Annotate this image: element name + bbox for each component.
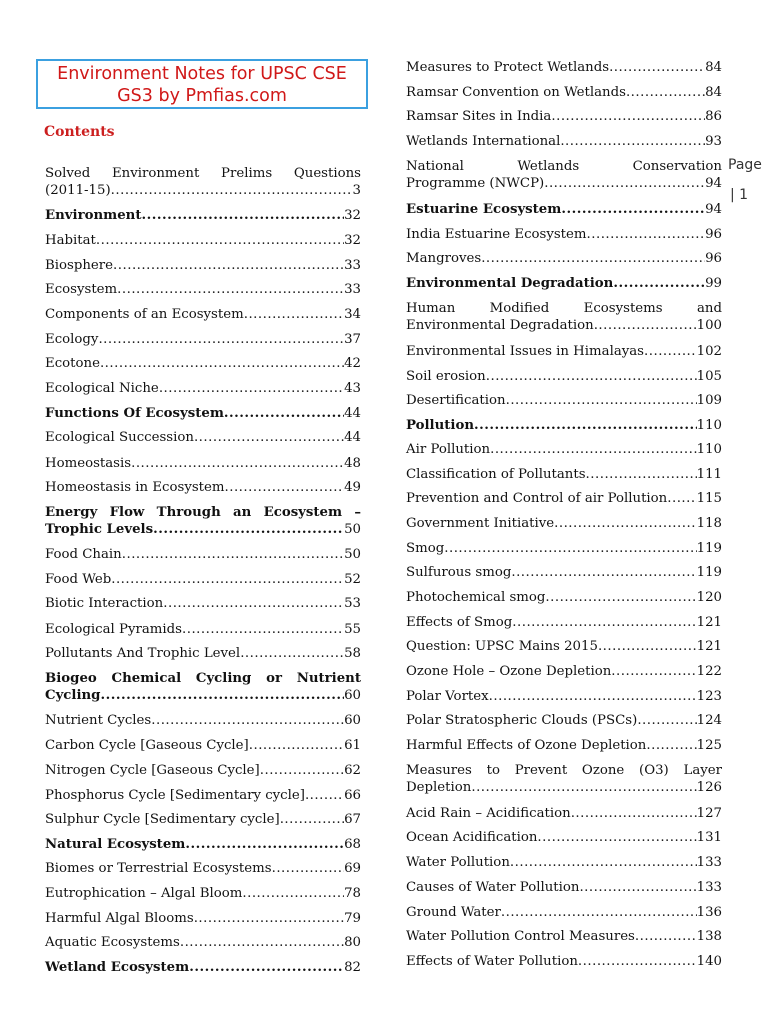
toc-entry-page: 133 (696, 880, 722, 895)
toc-entry-page: 43 (344, 381, 361, 396)
toc-entry-page: 119 (696, 541, 722, 556)
toc-entry-title: Environmental Issues in Himalayas (406, 344, 645, 359)
toc-entry[interactable] (406, 300, 722, 334)
toc-entry[interactable] (406, 663, 722, 680)
toc-entry[interactable] (406, 638, 722, 655)
dot-leader (635, 928, 697, 945)
toc-entry-page: 102 (696, 344, 722, 359)
dot-leader (586, 466, 697, 483)
toc-entry-title: Nitrogen Cycle [Gaseous Cycle] (45, 763, 260, 778)
toc-entry-page: 37 (344, 332, 361, 347)
dot-leader (489, 688, 697, 705)
toc-entry[interactable] (406, 737, 722, 754)
dot-leader (511, 564, 696, 581)
dot-leader (141, 207, 344, 224)
toc-entry-page: 93 (705, 134, 722, 149)
toc-entry[interactable] (406, 829, 722, 846)
toc-entry-title: Ecology (45, 332, 99, 347)
toc-entry-title: Smog (406, 541, 445, 556)
toc-entry[interactable] (406, 417, 722, 434)
toc-entry-page: 50 (344, 547, 361, 562)
dot-leader (240, 645, 344, 662)
toc-entry[interactable] (45, 836, 361, 853)
toc-entry-title: Measures to Prevent Ozone (O3) Layer (406, 763, 722, 778)
toc-entry[interactable] (45, 934, 361, 951)
dot-leader (249, 737, 344, 754)
toc-entry-title: Human Modified Ecosystems and (406, 301, 722, 316)
toc-entry-title: Harmful Effects of Ozone Depletion (406, 738, 647, 753)
dot-leader (185, 836, 344, 853)
dot-leader (194, 429, 344, 446)
toc-entry[interactable] (45, 281, 361, 298)
dot-leader (194, 910, 344, 927)
toc-entry-page: 60 (344, 688, 361, 703)
toc-entry-page: 122 (696, 664, 722, 679)
toc-entry-title: Air Pollution (406, 442, 491, 457)
toc-entry[interactable] (45, 645, 361, 662)
toc-entry-page: 62 (344, 763, 361, 778)
toc-entry-page: 42 (344, 356, 361, 371)
toc-entry-title: Natural Ecosystem (45, 837, 186, 852)
toc-entry-title: Ecotone (45, 356, 100, 371)
toc-entry-page: 53 (344, 596, 361, 611)
toc-entry-page: 110 (696, 418, 722, 433)
dot-leader (113, 257, 344, 274)
toc-entry-title: Ocean Acidification (406, 830, 538, 845)
toc-entry-title: Effects of Smog (406, 615, 513, 630)
toc-entry-page: 136 (696, 905, 722, 920)
dot-leader (609, 59, 705, 76)
page-label: Page (728, 157, 762, 173)
toc-entry-page: 84 (705, 85, 722, 100)
dot-leader (512, 614, 696, 631)
toc-entry-title: Environmental Degradation (406, 318, 594, 333)
toc-entry-page: 34 (344, 307, 361, 322)
dot-leader (100, 687, 344, 704)
toc-entry-title: Ecological Pyramids (45, 622, 182, 637)
toc-entry[interactable] (45, 595, 361, 612)
toc-entry-page: 52 (344, 572, 361, 587)
toc-entry-page: 123 (696, 689, 722, 704)
dot-leader (272, 860, 344, 877)
dot-leader (100, 355, 344, 372)
toc-entry[interactable] (406, 275, 722, 292)
toc-entry-title: Solved Environment Prelims Questions (45, 166, 361, 181)
toc-entry-title: Biotic Interaction (45, 596, 164, 611)
toc-entry-page: 67 (344, 812, 361, 827)
dot-leader (571, 805, 697, 822)
toc-entry[interactable] (406, 59, 722, 76)
toc-entry[interactable] (406, 490, 722, 507)
toc-entry-title: Desertification (406, 393, 506, 408)
toc-entry-page: 109 (696, 393, 722, 408)
toc-entry[interactable] (406, 158, 722, 192)
toc-entry-page: 133 (696, 855, 722, 870)
dot-leader (471, 779, 696, 796)
toc-entry-page: 96 (705, 227, 722, 242)
toc-entry-title: Homeostasis (45, 456, 132, 471)
toc-entry-title: Estuarine Ecosystem (406, 202, 562, 217)
dot-leader (544, 175, 705, 192)
toc-entry-title: Sulphur Cycle [Sedimentary cycle] (45, 812, 280, 827)
dot-leader (626, 84, 705, 101)
toc-entry-page: 127 (696, 806, 722, 821)
toc-entry-title: Water Pollution Control Measures (406, 929, 635, 944)
toc-entry-page: 78 (344, 886, 361, 901)
toc-entry-title: Carbon Cycle [Gaseous Cycle] (45, 738, 249, 753)
toc-entry-title: Mangroves (406, 251, 482, 266)
toc-entry-page: 119 (696, 565, 722, 580)
dot-leader (474, 417, 697, 434)
dot-leader (225, 479, 345, 496)
toc-entry[interactable] (45, 429, 361, 446)
dot-leader (159, 380, 344, 397)
toc-entry-title: Water Pollution (406, 855, 510, 870)
dot-leader (510, 854, 697, 871)
toc-entry-page: 96 (705, 251, 722, 266)
dot-leader (189, 959, 344, 976)
toc-entry[interactable] (45, 959, 361, 976)
dot-leader (122, 546, 344, 563)
dot-leader (163, 595, 344, 612)
toc-entry[interactable] (406, 84, 722, 101)
dot-leader (224, 405, 344, 422)
toc-entry[interactable] (406, 441, 722, 458)
toc-entry-title: Biogeo Chemical Cycling or Nutrient (45, 671, 361, 686)
toc-entry[interactable] (45, 355, 361, 372)
toc-entry[interactable] (45, 165, 361, 199)
toc-entry[interactable] (45, 762, 361, 779)
toc-entry-page: 86 (705, 109, 722, 124)
dot-leader (244, 306, 344, 323)
toc-entry[interactable] (406, 226, 722, 243)
toc-entry-title: Environmental Degradation (406, 276, 614, 291)
toc-entry-page: 121 (696, 639, 722, 654)
dot-leader (579, 879, 696, 896)
toc-entry[interactable] (45, 380, 361, 397)
toc-entry-title: Pollution (406, 418, 475, 433)
toc-entry[interactable] (45, 331, 361, 348)
dot-leader (594, 317, 697, 334)
toc-entry[interactable] (406, 854, 722, 871)
toc-entry-page: 32 (344, 233, 361, 248)
toc-entry-title: Photochemical smog (406, 590, 546, 605)
toc-entry-page: 69 (344, 861, 361, 876)
toc-entry-page: 100 (696, 318, 722, 333)
toc-entry[interactable] (406, 928, 722, 945)
toc-entry-page: 66 (344, 788, 361, 803)
toc-entry-title: Effects of Water Pollution (406, 954, 578, 969)
toc-entry[interactable] (406, 953, 722, 970)
toc-entry-title: Ramsar Convention on Wetlands (406, 85, 626, 100)
toc-entry-title: Soil erosion (406, 369, 486, 384)
toc-entry-page: 50 (344, 522, 361, 537)
toc-entry-page: 121 (696, 615, 722, 630)
toc-entry-title: Energy Flow Through an Ecosystem – (45, 505, 361, 520)
dot-leader (486, 368, 697, 385)
toc-entry-title: Cycling (45, 688, 101, 703)
toc-entry-title: Polar Stratospheric Clouds (PSCs) (406, 713, 638, 728)
toc-entry-page: 3 (352, 183, 361, 198)
toc-entry-title: Ecosystem (45, 282, 118, 297)
toc-entry[interactable] (45, 571, 361, 588)
toc-entry-title: Government Initiative (406, 516, 555, 531)
dot-leader (242, 885, 344, 902)
dot-leader (280, 811, 344, 828)
toc-entry[interactable] (406, 589, 722, 606)
toc-entry-page: 44 (344, 430, 361, 445)
toc-entry-title: Nutrient Cycles (45, 713, 152, 728)
toc-entry[interactable] (406, 392, 722, 409)
toc-entry[interactable] (406, 879, 722, 896)
toc-entry-title: Ozone Hole – Ozone Depletion (406, 664, 612, 679)
dot-leader (587, 226, 706, 243)
document-title-box (36, 59, 368, 109)
toc-entry-title: Ramsar Sites in India (406, 109, 552, 124)
dot-leader (667, 490, 696, 507)
toc-entry-page: 99 (705, 276, 722, 291)
toc-entry-title: Biomes or Terrestrial Ecosystems (45, 861, 272, 876)
toc-entry-page: 48 (344, 456, 361, 471)
toc-entry[interactable] (45, 306, 361, 323)
toc-entry[interactable] (45, 811, 361, 828)
toc-entry-title: Polar Vortex (406, 689, 489, 704)
toc-entry[interactable] (406, 805, 722, 822)
toc-entry-title: (2011-15) (45, 183, 111, 198)
toc-entry[interactable] (406, 564, 722, 581)
dot-leader (131, 455, 344, 472)
toc-entry-title: Environment (45, 208, 142, 223)
toc-entry-page: 58 (344, 646, 361, 661)
toc-entry[interactable] (406, 712, 722, 729)
toc-entry-title: Wetlands International (406, 134, 561, 149)
dot-leader (554, 515, 696, 532)
toc-entry-title: Trophic Levels (45, 522, 154, 537)
toc-entry-title: Harmful Algal Blooms (45, 911, 194, 926)
toc-entry[interactable] (406, 540, 722, 557)
toc-entry-page: 55 (344, 622, 361, 637)
toc-entry-page: 84 (705, 60, 722, 75)
toc-entry-page: 110 (696, 442, 722, 457)
toc-entry-page: 44 (344, 406, 361, 421)
toc-entry-title: Aquatic Ecosystems (45, 935, 180, 950)
dot-leader (111, 571, 344, 588)
toc-entry-title: Food Chain (45, 547, 122, 562)
dot-leader (646, 737, 696, 754)
toc-entry-page: 80 (344, 935, 361, 950)
toc-entry-page: 131 (696, 830, 722, 845)
toc-entry-page: 79 (344, 911, 361, 926)
toc-entry-page: 61 (344, 738, 361, 753)
dot-leader (551, 108, 705, 125)
toc-entry[interactable] (406, 614, 722, 631)
toc-entry-page: 68 (344, 837, 361, 852)
dot-leader (578, 953, 697, 970)
toc-entry[interactable] (45, 257, 361, 274)
toc-entry-page: 138 (696, 929, 722, 944)
toc-entry[interactable] (406, 688, 722, 705)
dot-leader (182, 621, 344, 638)
toc-entry-title: Depletion (406, 780, 472, 795)
toc-entry-title: Ecological Succession (45, 430, 194, 445)
dot-leader (96, 232, 344, 249)
toc-entry[interactable] (406, 515, 722, 532)
toc-entry-page: 115 (696, 491, 722, 506)
toc-entry-page: 126 (696, 780, 722, 795)
toc-entry-title: Biosphere (45, 258, 114, 273)
toc-entry-page: 94 (705, 202, 722, 217)
toc-entry[interactable] (45, 787, 361, 804)
dot-leader (153, 521, 344, 538)
toc-entry-title: Homeostasis in Ecosystem (45, 480, 225, 495)
toc-entry-title: Acid Rain – Acidification (406, 806, 571, 821)
toc-entry-title: Functions Of Ecosystem (45, 406, 224, 421)
toc-entry-title: Causes of Water Pollution (406, 880, 580, 895)
document-title-line-2: GS3 by Pmfias.com (117, 86, 287, 106)
toc-entry[interactable] (45, 232, 361, 249)
dot-leader (611, 663, 696, 680)
dot-leader (501, 904, 697, 921)
toc-entry-page: 105 (696, 369, 722, 384)
dot-leader (111, 182, 353, 199)
toc-entry-page: 140 (696, 954, 722, 969)
toc-entry[interactable] (45, 737, 361, 754)
toc-entry[interactable] (406, 201, 722, 218)
toc-entry-page: 33 (344, 282, 361, 297)
dot-leader (260, 762, 344, 779)
toc-entry[interactable] (406, 133, 722, 150)
toc-entry-title: Classification of Pollutants (406, 467, 586, 482)
toc-entry[interactable] (45, 546, 361, 563)
dot-leader (644, 343, 697, 360)
toc-entry-title: Measures to Protect Wetlands (406, 60, 610, 75)
toc-entry[interactable] (45, 504, 361, 538)
dot-leader (561, 201, 705, 218)
toc-entry-page: 94 (705, 176, 722, 191)
toc-entry-title: Programme (NWCP) (406, 176, 545, 191)
toc-entry-title: Eutrophication – Algal Bloom (45, 886, 243, 901)
toc-entry-page: 49 (344, 480, 361, 495)
toc-entry[interactable] (45, 670, 361, 704)
toc-entry-title: Wetland Ecosystem (45, 960, 190, 975)
toc-entry-page: 32 (344, 208, 361, 223)
toc-entry-title: National Wetlands Conservation (406, 159, 722, 174)
toc-entry-title: Phosphorus Cycle [Sedimentary cycle] (45, 788, 305, 803)
toc-entry-page: 111 (696, 467, 722, 482)
dot-leader (560, 133, 705, 150)
dot-leader (98, 331, 344, 348)
dot-leader (545, 589, 696, 606)
dot-leader (305, 787, 344, 804)
toc-entry-page: 33 (344, 258, 361, 273)
toc-entry-page: 60 (344, 713, 361, 728)
toc-entry-title: Ground Water (406, 905, 501, 920)
toc-entry[interactable] (45, 885, 361, 902)
document-title-line-1: Environment Notes for UPSC CSE (57, 64, 347, 84)
toc-entry-title: Sulfurous smog (406, 565, 512, 580)
toc-entry-title: Ecological Niche (45, 381, 159, 396)
toc-entry[interactable] (45, 621, 361, 638)
dot-leader (117, 281, 344, 298)
toc-entry-title: Pollutants And Trophic Level (45, 646, 241, 661)
dot-leader (613, 275, 705, 292)
toc-entry[interactable] (406, 904, 722, 921)
toc-entry-title: India Estuarine Ecosystem (406, 227, 587, 242)
dot-leader (506, 392, 697, 409)
dot-leader (444, 540, 696, 557)
dot-leader (481, 250, 705, 267)
toc-entry[interactable] (45, 860, 361, 877)
toc-entry[interactable] (406, 343, 722, 360)
toc-entry[interactable] (406, 250, 722, 267)
toc-entry-page: 124 (696, 713, 722, 728)
toc-entry[interactable] (45, 207, 361, 224)
toc-entry[interactable] (406, 108, 722, 125)
toc-entry-title: Habitat (45, 233, 96, 248)
toc-entry-title: Food Web (45, 572, 112, 587)
toc-entry-title: Components of an Ecosystem (45, 307, 244, 322)
toc-entry[interactable] (45, 405, 361, 422)
toc-entry[interactable] (45, 455, 361, 472)
toc-entry-page: 118 (696, 516, 722, 531)
toc-entry-title: Question: UPSC Mains 2015 (406, 639, 598, 654)
dot-leader (180, 934, 344, 951)
toc-entry-page: 120 (696, 590, 722, 605)
toc-entry-page: 82 (344, 960, 361, 975)
dot-leader (537, 829, 696, 846)
toc-entry[interactable] (406, 466, 722, 483)
toc-entry[interactable] (406, 762, 722, 796)
dot-leader (490, 441, 697, 458)
toc-entry-page: 125 (696, 738, 722, 753)
dot-leader (637, 712, 696, 729)
toc-entry-title: Prevention and Control of air Pollution (406, 491, 668, 506)
contents-heading: Contents (44, 124, 115, 140)
page-number: | 1 (730, 187, 749, 203)
toc-entry[interactable] (406, 368, 722, 385)
dot-leader (598, 638, 697, 655)
toc-entry[interactable] (45, 479, 361, 496)
toc-entry[interactable] (45, 712, 361, 729)
dot-leader (151, 712, 344, 729)
toc-entry[interactable] (45, 910, 361, 927)
